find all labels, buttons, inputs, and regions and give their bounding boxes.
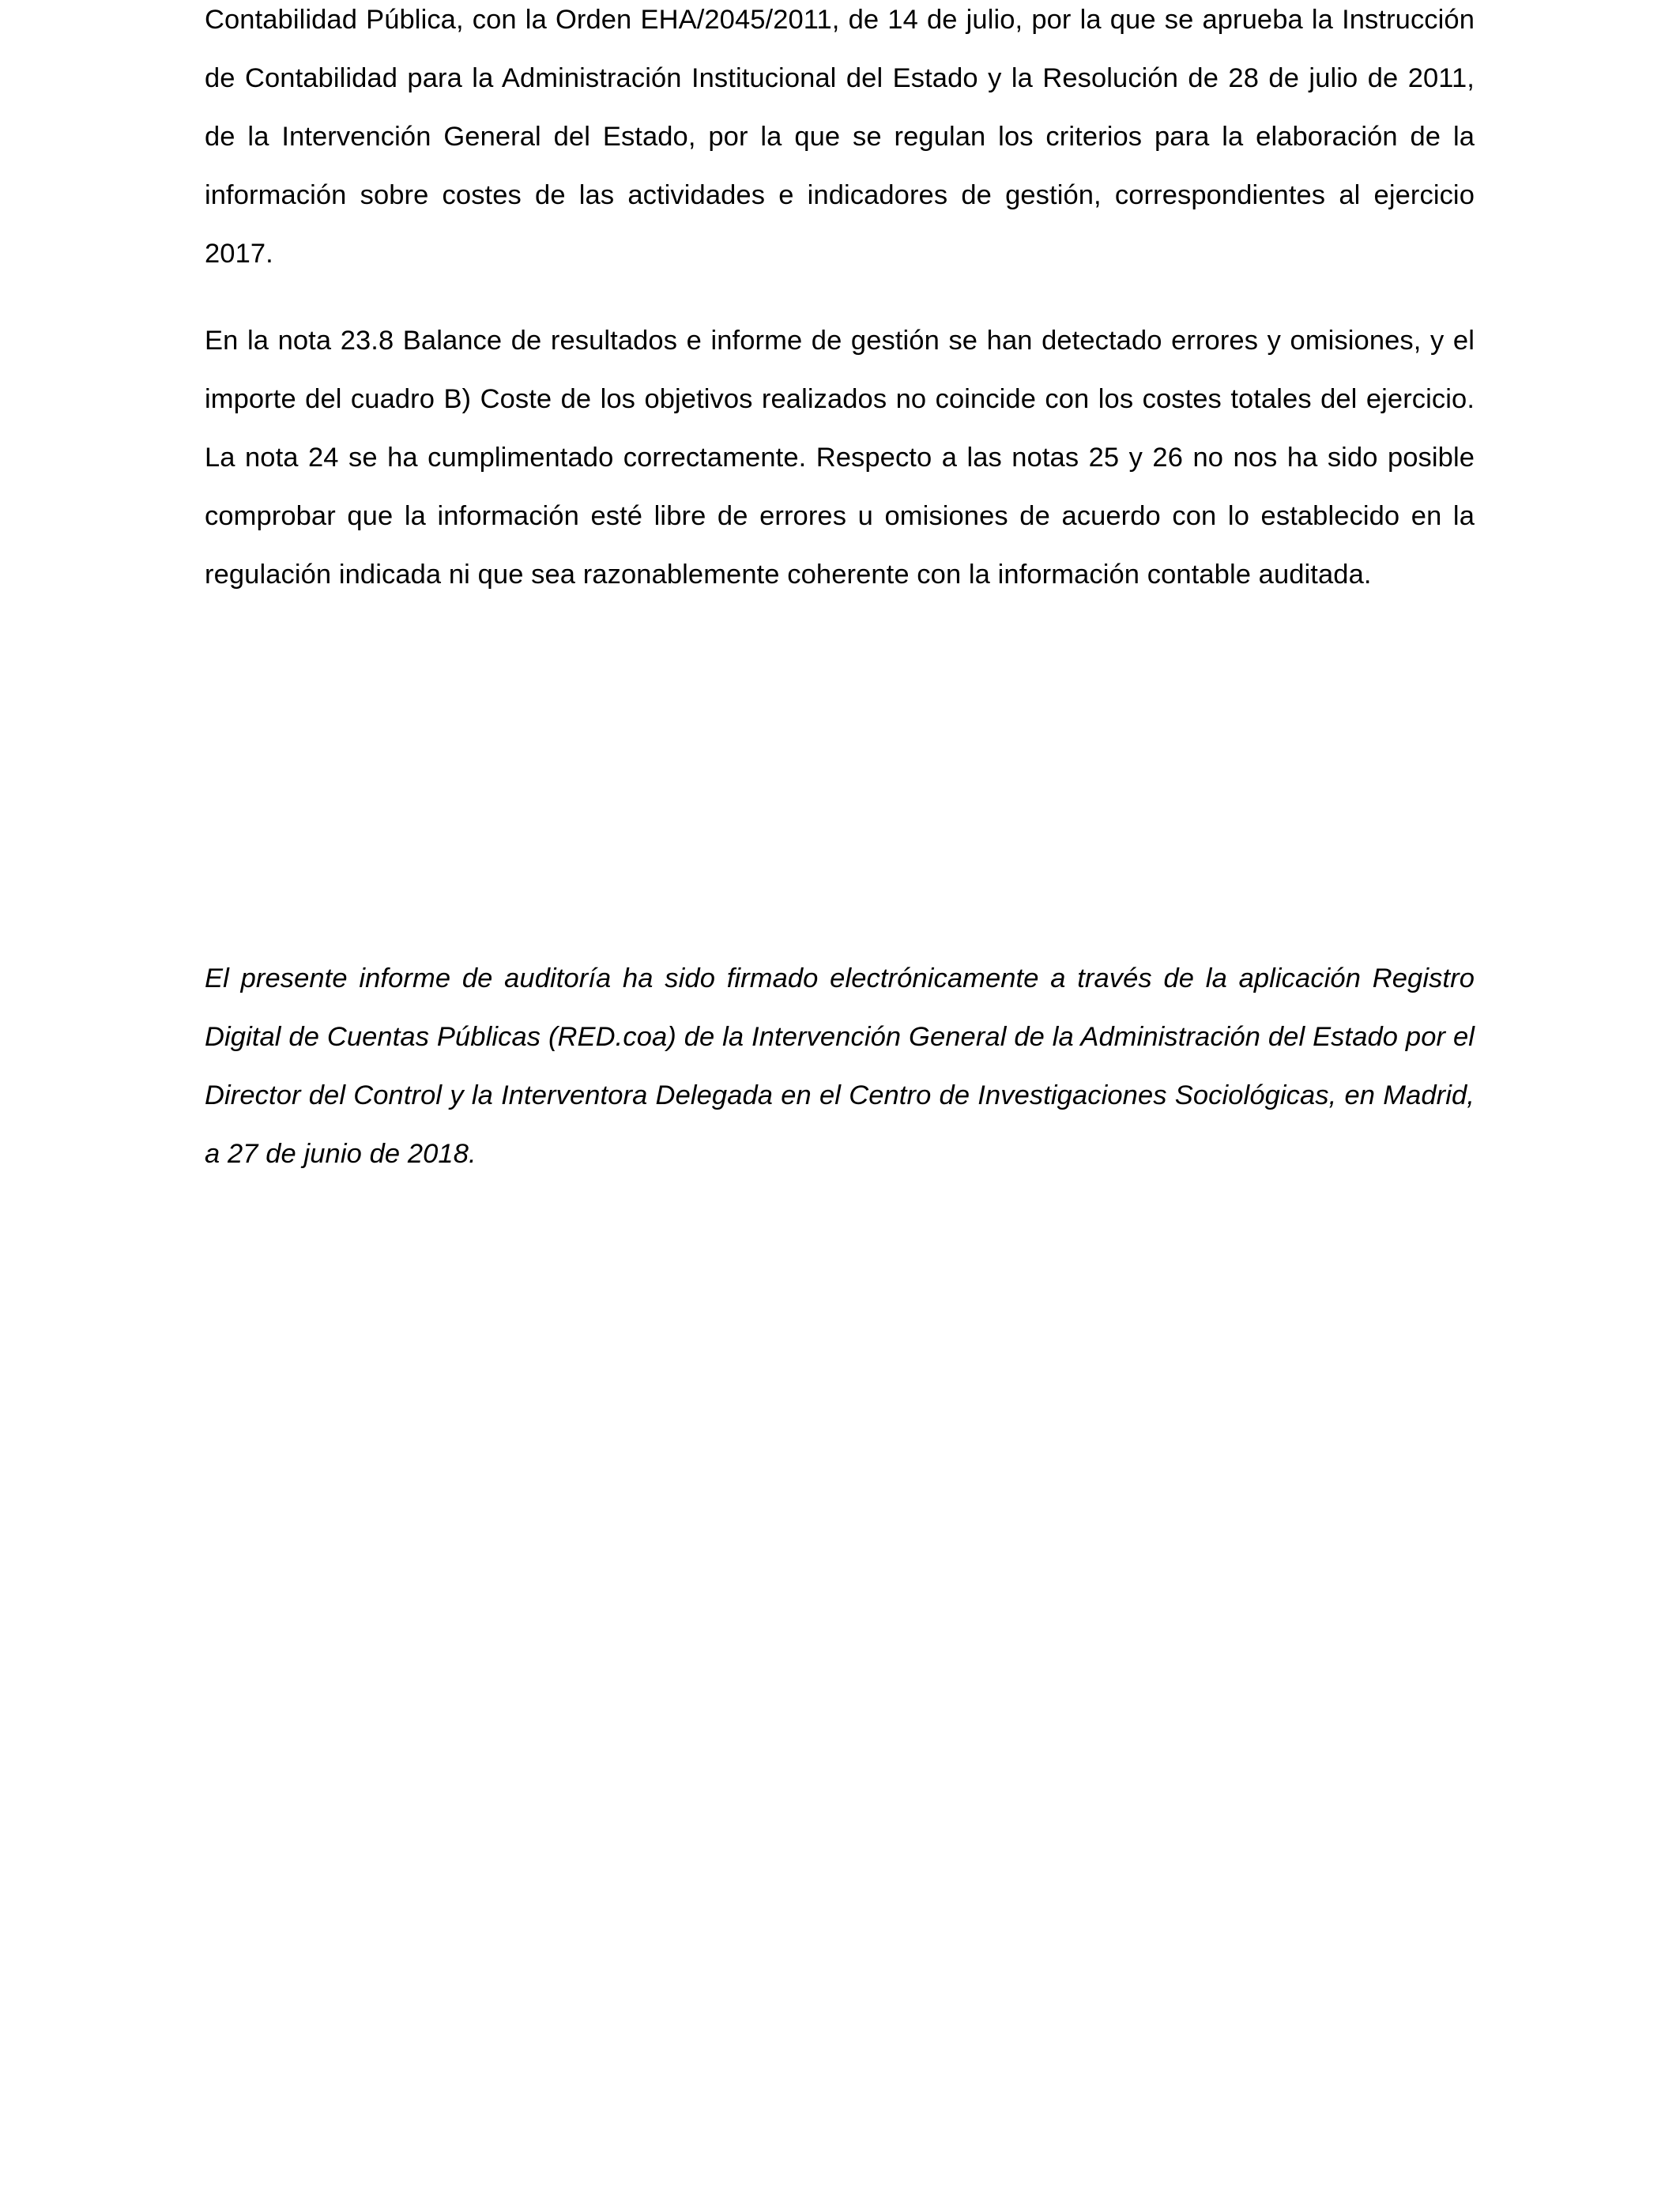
body-paragraph-contabilidad: Contabilidad Pública, con la Orden EHA/2045/2011, de 14 de julio, por la que se aprueba la Instrucción de Contabilidad para la Administración Institucional del Estado y la Resolución de 28 de julio de 2011, de la Intervención General del Estado, por la que se regulan los criterios para la elaboración de la información sobre costes de las actividades e indicadores de gestión, correspondientes al ejercicio 2017. [205,5,1475,269]
body-paragraph-nota-23: En la nota 23.8 Balance de resultados e informe de gestión se han detectado errores y omisiones, y el importe del cuadro B) Coste de los objetivos realizados no coincide con los costes totales del ejercicio. La nota 24 se ha cumplimentado correctamente. Respecto a las notas 25 y 26 no nos ha sido posible comprobar que la información esté libre de errores u omisiones de acuerdo con lo establecido en la regulación indicada ni que sea razonablemente coherente con la información contable auditada. [205,326,1475,590]
signature-note: El presente informe de auditoría ha sido firmado electrónicamente a través de la aplicación Registro Digital de Cuentas Públicas (RED.coa) de la Intervención General de la Administración del Estado por el Director del Control y la Interventora Delegada en el Centro de Investigaciones Sociológicas, en Madrid, a 27 de junio de 2018. [205,963,1475,1169]
